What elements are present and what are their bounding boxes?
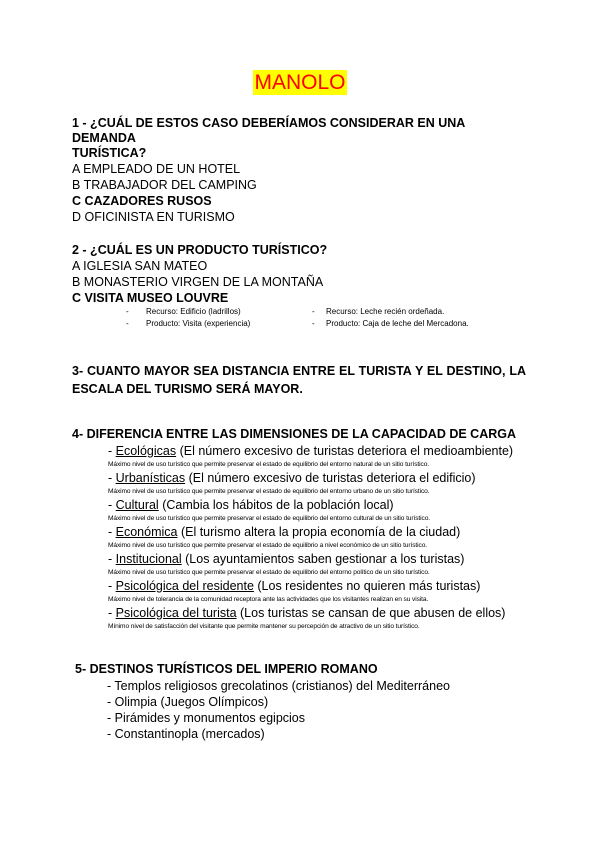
question-1-text-line-2: TURÍSTICA? bbox=[72, 146, 147, 160]
destinations-list bbox=[107, 678, 535, 742]
question-1-option-a: A EMPLEADO DE UN HOTEL bbox=[72, 162, 241, 176]
dimension-ecologica: - Ecológicas (El número excesivo de turistas deteriora el medioambiente) Máximo nivel de uso turístico que permite preservar el estado de equilibrio del entorno natural de un sitio turístico. bbox=[108, 444, 532, 471]
question-3-line-1: 3- CUANTO MAYOR SEA DISTANCIA ENTRE EL TURISTA Y EL DESTINO, LA bbox=[72, 364, 526, 378]
list-item: - Templos religiosos grecolatinos (cristianos) del Mediterráneo bbox=[107, 679, 450, 693]
question-4-heading: 4- DIFERENCIA ENTRE LAS DIMENSIONES DE LA CAPACIDAD DE CARGA bbox=[72, 427, 517, 441]
question-2-option-c: C VISITA MUSEO LOUVRE bbox=[72, 291, 229, 305]
question-5 bbox=[75, 662, 535, 742]
dimension-cultural: - Cultural (Cambia los hábitos de la población local) Máximo nivel de uso turístico que permite preservar el estado de equilibrio del entorno cultural de un sitio turístico. bbox=[108, 498, 532, 525]
question-1-option-b: B TRABAJADOR DEL CAMPING bbox=[72, 178, 257, 192]
question-1-option-c: C CAZADORES RUSOS bbox=[72, 194, 212, 208]
dimension-name: Psicológica del residente bbox=[115, 579, 254, 593]
document-title: MANOLO bbox=[254, 71, 346, 94]
dimension-institucional: - Institucional (Los ayuntamientos saben gestionar a los turistas) Máximo nivel de uso turístico que permite preservar el estado de equilibrio del entorno político de un sitio turístico. bbox=[108, 552, 532, 579]
question-2-option-b: B MONASTERIO VIRGEN DE LA MONTAÑA bbox=[72, 275, 324, 289]
note-right-recurso: - Recurso: Leche recién ordeñada. bbox=[312, 307, 445, 316]
dimension-definition: Máximo nivel de tolerancia de la comunidad receptora ante las actividades que los visitantes realizan en su visita. bbox=[108, 596, 429, 603]
question-3-line-2: ESCALA DEL TURISMO SERÁ MAYOR. bbox=[72, 382, 303, 396]
dimension-name: Ecológicas bbox=[115, 444, 177, 458]
list-item: - Constantinopla (mercados) bbox=[107, 727, 265, 741]
note-right-producto: - Producto: Caja de leche del Mercadona. bbox=[312, 319, 469, 328]
question-4 bbox=[72, 427, 532, 633]
question-2 bbox=[72, 243, 532, 330]
title-container bbox=[0, 70, 600, 95]
dimension-name: Institucional bbox=[115, 552, 182, 566]
list-item: - Olimpia (Juegos Olímpicos) bbox=[107, 695, 269, 709]
dimension-definition: Mínimo nivel de satisfacción del visitante que permite mantener su percepción de atractivo de un sitio turístico. bbox=[108, 623, 420, 630]
question-1 bbox=[72, 116, 532, 225]
question-2-option-a: A IGLESIA SAN MATEO bbox=[72, 259, 208, 273]
dimension-name: Urbanísticas bbox=[115, 471, 186, 485]
dimension-name: Psicológica del turista bbox=[115, 606, 237, 620]
dimension-definition: Máximo nivel de uso turístico que permite preservar el estado de equilibrio del entorno natural de un sitio turístico. bbox=[108, 461, 429, 468]
note-left-producto: - Producto: Visita (experiencia) bbox=[126, 319, 251, 328]
question-5-heading: 5- DESTINOS TURÍSTICOS DEL IMPERIO ROMANO bbox=[75, 662, 378, 676]
dimension-definition: Máximo nivel de uso turístico que permite preservar el estado de equilibrio del entorno cultural de un sitio turístico. bbox=[108, 515, 430, 522]
question-1-option-d: D OFICINISTA EN TURISMO bbox=[72, 210, 235, 224]
question-3 bbox=[72, 362, 526, 398]
dimension-definition: Máximo nivel de uso turístico que permite preservar el estado de equilibrio a nivel económico de un sitio turístico. bbox=[108, 542, 427, 549]
dimension-psicologica-residente: - Psicológica del residente (Los residentes no quieren más turistas) Máximo nivel de tolerancia de la comunidad receptora ante las actividades que los visitantes realizan en su visita. bbox=[108, 579, 532, 606]
dimension-name: Económica bbox=[115, 525, 178, 539]
question-2-note-row bbox=[72, 306, 532, 318]
dimension-definition: Máximo nivel de uso turístico que permite preservar el estado de equilibrio del entorno urbano de un sitio turístico. bbox=[108, 488, 430, 495]
question-2-text: 2 - ¿CUÁL ES UN PRODUCTO TURÍSTICO? bbox=[72, 243, 328, 257]
dimension-definition: Máximo nivel de uso turístico que permite preservar el estado de equilibrio del entorno político de un sitio turístico. bbox=[108, 569, 430, 576]
dimension-name: Cultural bbox=[115, 498, 159, 512]
list-item: - Pirámides y monumentos egipcios bbox=[107, 711, 305, 725]
note-left-recurso: - Recurso: Edificio (ladrillos) bbox=[126, 307, 241, 316]
dimension-urbanistica: - Urbanísticas (El número excesivo de turistas deteriora el edificio) Máximo nivel de uso turístico que permite preservar el estado de equilibrio del entorno urbano de un sitio turístico. bbox=[108, 471, 532, 498]
question-2-note-row bbox=[72, 318, 532, 330]
dimension-economica: - Económica (El turismo altera la propia economía de la ciudad) Máximo nivel de uso turístico que permite preservar el estado de equilibrio a nivel económico de un sitio turístico. bbox=[108, 525, 532, 552]
dimension-psicologica-turista: - Psicológica del turista (Los turistas se cansan de que abusen de ellos) Mínimo nivel de satisfacción del visitante que permite mantener su percepción de atractivo de un sitio turístico. bbox=[108, 606, 532, 633]
question-1-text-line-1: 1 - ¿CUÁL DE ESTOS CASO DEBERÍAMOS CONSIDERAR EN UNA DEMANDA bbox=[72, 116, 465, 145]
dimensions-list bbox=[108, 444, 532, 633]
